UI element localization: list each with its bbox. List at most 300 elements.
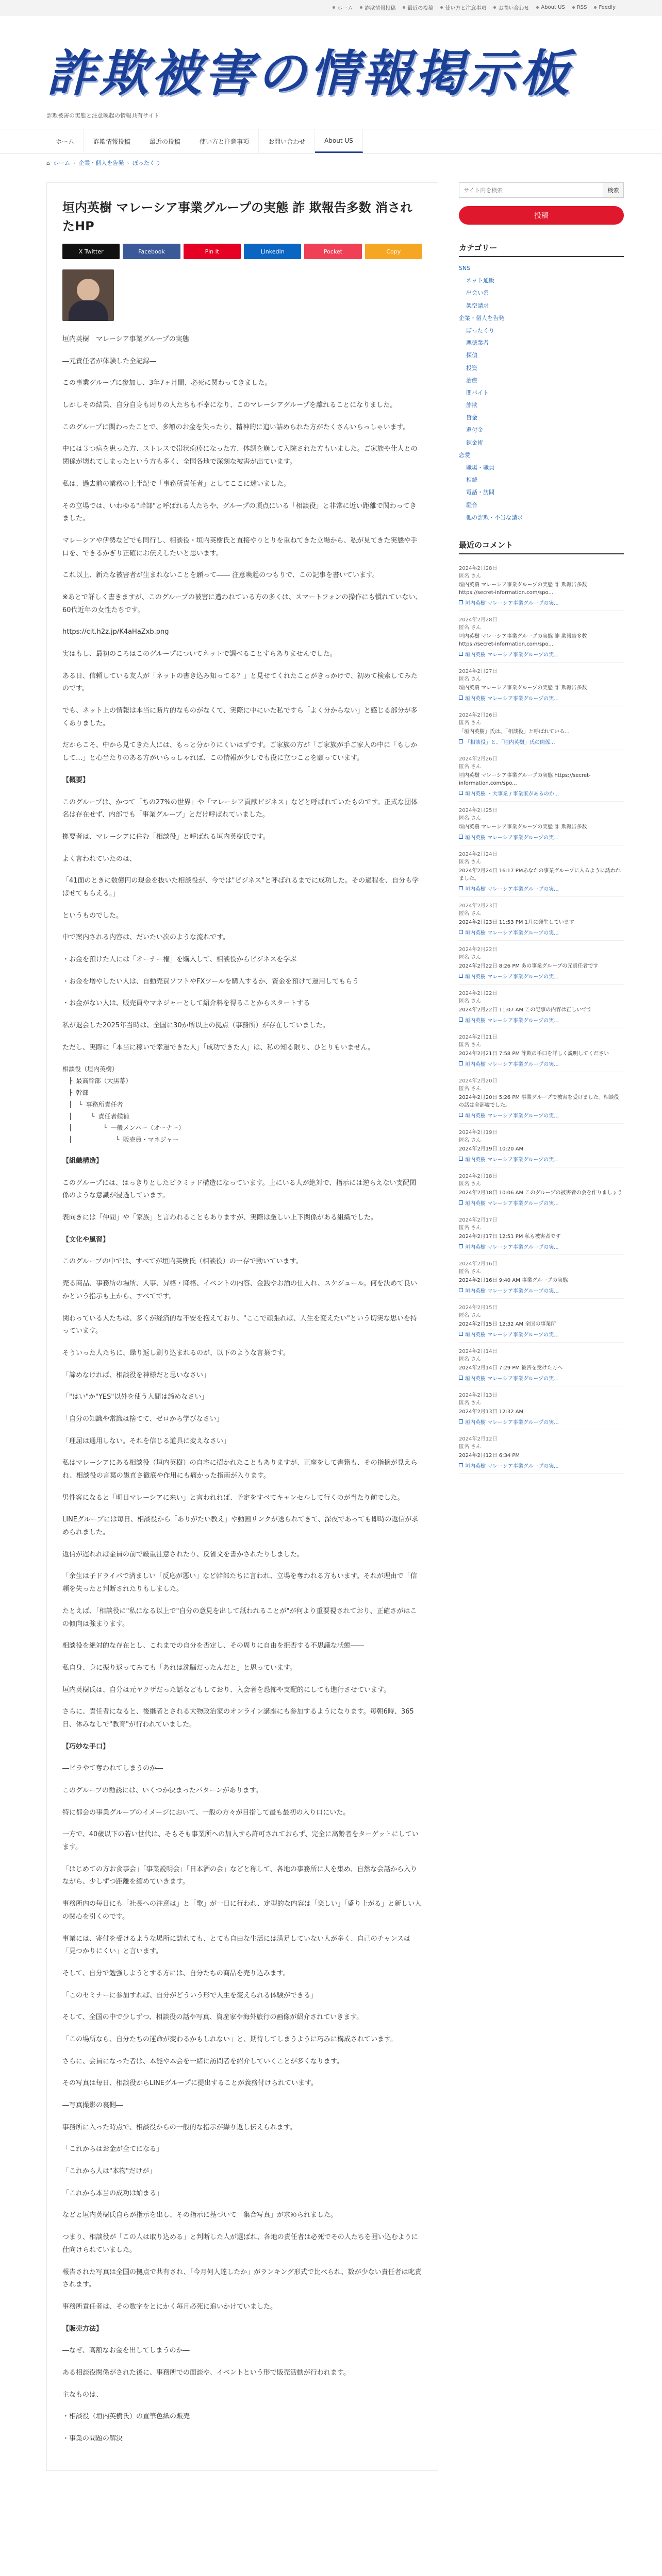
article <box>46 182 438 2471</box>
share-pocket-button[interactable]: Pocket <box>304 244 361 259</box>
search-button[interactable]: 検索 <box>603 182 624 198</box>
comment-text: 「垣内英樹」氏は、「相談役」と呼ばれている... <box>459 728 570 735</box>
bullet-icon <box>360 6 362 9</box>
category-item[interactable]: 投資 <box>466 364 477 371</box>
breadcrumb <box>0 154 662 172</box>
comment-text: 垣内英樹 マレーシア事業グループの実態 詐 欺報告多数 <box>459 824 587 830</box>
topbar-link[interactable] <box>536 5 565 10</box>
comment-date: 2024年2月16日 <box>459 1261 498 1267</box>
category-item[interactable]: 出会い系 <box>466 290 489 297</box>
article-paragraph: 「41面のときに数億円の現金を抜いた相談役が、今では"ビジネス"と呼ばれるまでに成功した。その過程を、自分も学ばせてもらえる。」 <box>62 877 419 897</box>
comment-post-link-label: 垣内英樹 ・大事業 / 事業家があるのか... <box>465 791 559 797</box>
comment-item <box>459 1167 624 1211</box>
article-paragraph: 垣内英樹 マレーシア事業グループの実態 <box>62 335 189 343</box>
comment-date: 2024年2月26日 <box>459 712 498 718</box>
article-paragraph: 主なものは、 <box>62 2391 103 2399</box>
share-pinterest-button[interactable]: Pin it <box>184 244 241 259</box>
document-icon <box>459 974 463 978</box>
document-icon <box>459 1200 463 1205</box>
document-icon <box>459 1288 463 1292</box>
article-paragraph: ・お金がない人は、販売員やマネジャーとして紹介料を得ることからスタートする <box>62 999 310 1008</box>
article-paragraph: しかしその結果、自分自身も周りの人たちも不幸になり、このマレーシアグループを離れることになりました。 <box>62 401 397 410</box>
article-paragraph: ―写真撮影の裏側― <box>62 2102 123 2110</box>
comment-text: 垣内英樹 マレーシア事業グループの実態 詐 欺報告多数 https://secret-information.com/spo... <box>459 582 587 596</box>
bullet-icon <box>333 6 335 9</box>
comment-text: 垣内英樹 マレーシア事業グループの実態 詐 欺報告多数 https://secret-information.com/spo... <box>459 633 587 647</box>
nav-item[interactable]: 詐欺情報投稿 <box>84 129 140 153</box>
article-paragraph: というものでした。 <box>62 911 123 920</box>
comment-text: 2024年2月14日 7:29 PM 被害を受けた方へ <box>459 1365 563 1371</box>
comment-item <box>459 941 624 985</box>
comment-post-link[interactable] <box>459 694 624 702</box>
comment-date: 2024年2月15日 <box>459 1304 498 1311</box>
comment-date: 2024年2月19日 <box>459 1129 498 1136</box>
comment-post-link[interactable] <box>459 1374 624 1382</box>
comment-text: 2024年2月18日 10:06 AM このグループの被害者の会を作りましょう <box>459 1190 623 1196</box>
main-content <box>0 182 662 2471</box>
breadcrumb-home[interactable]: ホーム <box>53 160 70 166</box>
document-icon <box>459 1463 463 1467</box>
article-paragraph: ※あとで詳しく書きますが、このグループの被害に遭われている方の多くは、スマートフォンの操作にも慣れていない、60代近年の女性たちです。 <box>62 593 422 614</box>
comment-date: 2024年2月12日 <box>459 1436 498 1442</box>
sidebar <box>459 182 624 2471</box>
topbar-link-label: RSS <box>576 5 587 10</box>
document-icon <box>459 930 463 934</box>
comment-post-link-label: 垣内英樹 マレーシア事業グループの実... <box>465 696 559 702</box>
article-paragraph: 【概要】 <box>62 776 90 784</box>
comment-post-link-label: 垣内英樹 マレーシア事業グループの実... <box>465 930 559 936</box>
topbar-link[interactable] <box>333 4 353 11</box>
category-item[interactable]: 企業・個人を告発 <box>459 314 504 321</box>
home-icon: ⌂ <box>46 159 50 166</box>
category-item[interactable]: 架空請求 <box>466 302 489 309</box>
article-title: 垣内英樹 マレーシア事業グループの実態 詐 欺報告多数 消されたHP <box>62 200 413 233</box>
nav-item[interactable]: About US <box>315 129 363 153</box>
category-item[interactable]: SNS <box>459 265 471 272</box>
comment-post-link[interactable] <box>459 1243 624 1250</box>
comment-text: 2024年2月17日 12:51 PM 私も被害者です <box>459 1233 561 1240</box>
comment-date: 2024年2月26日 <box>459 756 498 762</box>
comment-author: 匿名 さん <box>459 1444 482 1450</box>
org-tree-line: ├ 最高幹部（大黒幕） <box>62 1077 132 1085</box>
comment-item <box>459 1211 624 1255</box>
document-icon <box>459 1419 463 1423</box>
article-paragraph: このグループの中では、すべてが垣内英樹氏（相談役）の一存で動いています。 <box>62 1258 303 1266</box>
article-paragraph: 「理屈は通用しない。それを信じる道具に変えなさい」 <box>62 1437 230 1445</box>
site-header <box>0 15 662 129</box>
category-item[interactable]: 錬金術 <box>466 439 483 446</box>
comment-item <box>459 1299 624 1343</box>
document-icon <box>459 1061 463 1065</box>
document-icon <box>459 1018 463 1022</box>
comment-date: 2024年2月28日 <box>459 565 498 571</box>
article-paragraph: ・事業の問題の解決 <box>62 2435 123 2443</box>
category-item[interactable]: 恋愛 <box>459 451 470 459</box>
comment-text: 2024年2月24日 16:17 PMあなたの事業グループに入るように誘われました。 <box>459 868 621 882</box>
org-tree <box>62 1063 422 1146</box>
comment-author: 匿名 さん <box>459 676 482 682</box>
share-x-button[interactable]: X Twitter <box>62 244 120 259</box>
nav-item[interactable]: 最近の投稿 <box>140 129 190 153</box>
comment-post-link-label: 垣内英樹 マレーシア事業グループの実... <box>465 1244 559 1250</box>
comment-author: 匿名 さん <box>459 1181 482 1187</box>
comment-item <box>459 1028 624 1072</box>
category-item[interactable]: 相続 <box>466 477 477 484</box>
bullet-icon <box>572 6 575 9</box>
topbar-link-label: 詐欺情報投稿 <box>365 6 396 11</box>
comment-author: 匿名 さん <box>459 1225 482 1231</box>
comment-post-link[interactable] <box>459 1199 624 1207</box>
article-paragraph: ただし、実際に「本当に稼いで幸運できた人」「成功できた人」は、私の知る限り、ひとりもいません。 <box>62 1043 375 1052</box>
article-paragraph: このグループに関わったことで、多額のお金を失ったり、精神的に追い詰められた方がたくさんいらっしゃいます。 <box>62 423 410 431</box>
topbar-link[interactable] <box>403 4 433 11</box>
comment-author: 匿名 さん <box>459 1042 482 1048</box>
article-paragraph: ・お金を増やしたい人は、自動売買ソフトやFXツールを購入するか、資金を預けて運用してもらう <box>62 977 359 986</box>
comment-post-link[interactable] <box>459 599 624 606</box>
category-item[interactable]: 悪徳業者 <box>466 340 489 347</box>
article-paragraph[interactable]: https://cit.h2z.jp/K4aHaZxb.png <box>62 628 169 636</box>
comment-date: 2024年2月13日 <box>459 1392 498 1398</box>
article-paragraph: 私はマレーシアにある相談役（垣内英樹）の自宅に招かれたこともありますが、正座をして書籍も、その指摘が見えられ、相談役の言葉の愚直さ徹底や作用にも痛かった指南が入ります。 <box>62 1459 418 1480</box>
comment-author: 匿名 さん <box>459 1356 482 1362</box>
article-paragraph: ―ビラやて奪われてしまうのか― <box>62 1765 163 1773</box>
comment-item <box>459 1255 624 1299</box>
category-item[interactable]: 電話・訪問 <box>466 489 494 496</box>
comment-text: 2024年2月12日 6:34 PM <box>459 1452 520 1459</box>
topbar-link[interactable] <box>493 4 529 11</box>
article-paragraph: などと垣内英樹氏自らが指示を出し、その指示に基づいて「集合写真」が求められました。 <box>62 2211 338 2219</box>
article-paragraph: 「"はい"か"YES"以外を使う人間は諦めなさい」 <box>62 1393 208 1401</box>
comment-post-link-label: 垣内英樹 マレーシア事業グループの実... <box>465 1419 559 1426</box>
comment-post-link[interactable] <box>459 1330 624 1338</box>
topbar-link[interactable] <box>594 5 616 10</box>
comment-post-link-label: 垣内英樹 マレーシア事業グループの実... <box>465 1332 559 1338</box>
comment-date: 2024年2月27日 <box>459 668 498 674</box>
bullet-icon <box>403 6 405 9</box>
comment-post-link-label: 垣内英樹 マレーシア事業グループの実... <box>465 1113 559 1119</box>
nav-item[interactable]: 使い方と注意事項 <box>190 129 259 153</box>
article-paragraph: たとえば、「相談役に"私になる以上で"自分の意見を出して舐われることが"が何より重要視されており、正確さがはこの傾向は強まります。 <box>62 1607 417 1628</box>
share-linkedin-button[interactable]: LinkedIn <box>244 244 301 259</box>
org-tree-line: │ └ 責任者候補 <box>62 1112 129 1120</box>
nav-item[interactable]: お問い合わせ <box>259 129 315 153</box>
article-paragraph: 「余生は子ドライバで済ましい「反応が悪い」など幹部たちに言われ、立場を奪われる方もいます。それが理由で「信頼を失ったと判断されたりもしました。 <box>62 1572 417 1594</box>
comment-item <box>459 1072 624 1124</box>
article-paragraph: 「はじめての方お食事会」「事業説明会」「日本酒の会」などと称して、各地の事務所に人を集め、自然な会話から入りながら、少しずつ距離を縮めていきます。 <box>62 1865 418 1886</box>
article-paragraph: 中で案内される内容は、だいたい次のような流れです。 <box>62 934 229 942</box>
comment-post-link-label: 垣内英樹 マレーシア事業グループの実... <box>465 1376 559 1382</box>
document-icon <box>459 791 463 795</box>
article-paragraph: さらに、会員になった者は、本能や本会を一緒に訪問者を紹介していくことが多くなります。 <box>62 2057 343 2065</box>
article-paragraph: ―なぜ、高額なお金を出してしまうのか― <box>62 2347 190 2355</box>
article-paragraph: 事務所責任者は、その数字をとにかく毎月必死に追いかけていました。 <box>62 2302 277 2311</box>
topbar-link-label: About US <box>541 5 565 10</box>
comment-author: 匿名 さん <box>459 720 482 726</box>
comment-post-link-label: 垣内英樹 マレーシア事業グループの実... <box>465 886 559 892</box>
article-paragraph: そして、自分で勉強しようとする方には、自分たちの商品を売り込みます。 <box>62 1969 290 1977</box>
bullet-icon <box>440 6 443 9</box>
comment-text: 2024年2月23日 11:53 PM 1月に発生しています <box>459 919 574 925</box>
comment-post-link[interactable] <box>459 1016 624 1024</box>
category-item[interactable]: 還付金 <box>466 427 483 434</box>
comment-text: 2024年2月21日 7:58 PM 詐欺の手口を詳しく説明してください <box>459 1050 609 1057</box>
comment-item <box>459 1124 624 1167</box>
comment-author: 匿名 さん <box>459 859 482 865</box>
article-paragraph: 売る商品、事務所の場所、人事、昇格・降格、イベントの内容、金銭やお酒の仕入れ、スケジュール。何を決めて良いかという指示も上から、すべてです。 <box>62 1280 417 1300</box>
top-utility-bar <box>0 0 662 15</box>
article-paragraph: そして、全国の中で少しずつ、相談役の話や写真、資産家や海外旅行の画像が紹介されていきます。 <box>62 2013 363 2022</box>
category-item[interactable]: 探偵 <box>466 352 477 359</box>
categories-title: カテゴリー <box>459 242 624 257</box>
comment-post-link[interactable] <box>459 1155 624 1163</box>
comment-text: 2024年2月20日 5:26 PM 事業グループで被害を受けました。相談役の話は全部嘘でした。 <box>459 1094 619 1108</box>
category-item[interactable]: ぼったくり <box>466 327 494 334</box>
search-box <box>459 182 624 198</box>
article-paragraph: 「これから本当の成功は始まる」 <box>62 2189 163 2197</box>
comment-item <box>459 1343 624 1386</box>
article-paragraph: でも、ネット上の情報は本当に断片的なものがなくて、実際に中にいた私ですら「よく分からない」と感じる部分が多くありました。 <box>62 707 418 727</box>
comment-post-link[interactable] <box>459 833 624 841</box>
article-paragraph: 私は、過去前の業務の上半記で「事務所責任者」としてここに迷いました。 <box>62 480 291 488</box>
comment-post-link-label: 垣内英樹 マレーシア事業グループの実... <box>465 835 559 841</box>
recent-comments-title: 最近のコメント <box>459 539 624 554</box>
comment-item <box>459 560 624 611</box>
share-buttons <box>62 244 422 259</box>
document-icon <box>459 1157 463 1161</box>
article-paragraph: 報告された写真は全国の拠点で共有され、「今月何人達したか」がランキング形式で比べられ、数が少ない責任者は叱責されます。 <box>62 2268 422 2289</box>
comment-author: 匿名 さん <box>459 954 482 960</box>
comment-date: 2024年2月24日 <box>459 851 498 857</box>
article-paragraph: ・相談役（垣内英樹氏）の直筆色紙の販売 <box>62 2413 190 2421</box>
article-paragraph: ―元責任者が体験した全記録― <box>62 357 157 365</box>
article-paragraph: 事業には、寄付を受けるような場所に訪れても、とても自由な生活には満足していない人が多く、自己のチャンスは「見つかりにくい」と言います。 <box>62 1935 410 1956</box>
bullet-icon <box>536 6 539 9</box>
article-paragraph: 表向きには「仲間」や「家族」と言われることもありますが、実際は厳しい上下関係がある組織でした。 <box>62 1214 378 1222</box>
article-paragraph: 「諦めなければ、相談役を神様だと思いなさい」 <box>62 1371 210 1379</box>
category-item[interactable]: 職場・職員 <box>466 464 494 471</box>
comment-post-link[interactable] <box>459 738 624 745</box>
article-paragraph: 拠要者は、マレーシアに住む「相談役」と呼ばれる垣内英樹氏です。 <box>62 833 270 841</box>
comment-item <box>459 1386 624 1430</box>
comment-post-link[interactable] <box>459 972 624 980</box>
comment-author: 匿名 さん <box>459 1137 482 1143</box>
article-paragraph: 相談役を絶対的な存在とし、これまでの自分を否定し、その周りに自由を拒否する不思議な状態―― <box>62 1642 365 1650</box>
article-paragraph: ある相談役関係がされた後に、事務所での面談や、イベントという形で販売活動が行われます。 <box>62 2368 350 2377</box>
comment-date: 2024年2月23日 <box>459 903 498 909</box>
article-paragraph: 事務所に入った時点で、相談役からの一般的な指示が繰り返し伝えられます。 <box>62 2123 296 2131</box>
org-tree-line: ├ 幹部 <box>62 1089 89 1097</box>
comment-text: 2024年2月16日 9:40 AM 事業グループの実態 <box>459 1277 568 1283</box>
comment-date: 2024年2月20日 <box>459 1078 498 1084</box>
comment-author: 匿名 さん <box>459 1312 482 1318</box>
article-paragraph: このグループの勧誘には、いくつか決まったパターンがあります。 <box>62 1787 262 1795</box>
comment-post-link-label: 垣内英樹 マレーシア事業グループの実... <box>465 1200 559 1207</box>
comment-text: 2024年2月22日 8:26 PM あの事業グループの元責任者です <box>459 963 599 969</box>
article-paragraph: 実はもし、最初のころはこのグループについてネットで調べることすらありませんでした。 <box>62 650 337 658</box>
comment-date: 2024年2月25日 <box>459 807 498 814</box>
site-description: 詐欺被害の実態と注意喚起の情報共有サイト <box>46 112 160 119</box>
article-paragraph: これ以上、新たな被害者が生まれないことを願って―― 注意喚起のつもりで、この記事を書いています。 <box>62 571 379 580</box>
breadcrumb-separator: › <box>73 159 76 166</box>
document-icon <box>459 1113 463 1117</box>
comment-post-link[interactable] <box>459 1418 624 1426</box>
article-paragraph: 私が退会した2025年当時は、全国に30か所以上の拠点（事務所）が存在していました。 <box>62 1022 329 1030</box>
document-icon <box>459 1244 463 1248</box>
comment-post-link-label: 垣内英樹 マレーシア事業グループの実... <box>465 652 559 658</box>
org-tree-line: │ └ 事務所責任者 <box>62 1100 123 1108</box>
comment-item <box>459 985 624 1028</box>
document-icon <box>459 739 463 743</box>
topbar-link-label: お問い合わせ <box>498 6 529 11</box>
article-paragraph: だからこそ、中から見てきた人には、もっと分かりにくいはずです。ご家族の方が「ご家族が手ご家人の中に「もしかして…」と心当たりのある方がいらっしゃれば、この情報が少しでも役に立つことを願っています。 <box>62 741 418 762</box>
article-paragraph: つまり、相談役が「この人は取り込める」と判断した人が選ばれ、各地の責任者は必死でその人たちを囲い込むように仕向けられていました。 <box>62 2233 418 2254</box>
article-paragraph: 一方で、40歳以下の若い世代は、そもそも事業所への加入すら許可されておらず、完全に高齢者をターゲットにしています。 <box>62 1831 419 1852</box>
comment-text: 2024年2月22日 11:07 AM この記事の内容は正しいです <box>459 1007 592 1013</box>
site-title[interactable]: 詐欺被害の情報掲示板 <box>46 44 572 103</box>
category-item[interactable]: ネット通販 <box>466 277 494 284</box>
category-item[interactable]: 詐欺 <box>466 402 477 409</box>
category-item[interactable]: 貸金 <box>466 414 477 421</box>
comment-author: 匿名 さん <box>459 815 482 821</box>
article-paragraph: 特に都会の事業グループのイメージにおいて、一般の方々が目指して最も最初の入り口にいた。 <box>62 1808 350 1817</box>
category-item[interactable]: 他の詐欺・不当な請求 <box>466 514 523 521</box>
category-item[interactable]: 治療 <box>466 377 477 384</box>
breadcrumb-category[interactable]: 企業・個人を告発 <box>78 160 124 166</box>
comment-author: 匿名 さん <box>459 1400 482 1406</box>
article-paragraph: さらに、責任者になると、後継者とされる大物政治家のオンライン講座にも参加するようになります。毎朝6時、365日、休みなしで"教育"が行われていました。 <box>62 1708 414 1728</box>
article-paragraph: 返信が遅れれば金員の前で厳重注意されたり、反省文を書かされたりしました。 <box>62 1550 304 1558</box>
article-paragraph: 中には３つ病を患った方、ストレスで帯状疱疹になった方、体調を崩して入院された方もいました。ご家族や仕人との関係が壊れてしまったという方も多く、全国各地で深刻な被害が出ています。 <box>62 445 418 466</box>
comment-post-link[interactable] <box>459 1111 624 1119</box>
comment-post-link-label: 垣内英樹 マレーシア事業グループの実... <box>465 1288 559 1294</box>
bullet-icon <box>493 6 496 9</box>
document-icon <box>459 835 463 839</box>
comment-post-link-label: 垣内英樹 マレーシア事業グループの実... <box>465 1018 559 1024</box>
org-tree-line: │ └ 販売員・マネジャー <box>62 1136 179 1144</box>
article-paragraph: 「このセミナーに参加すれば、自分がどういう形で人生を変えられる体験ができる」 <box>62 1991 318 1999</box>
article-paragraph: 「これから人は"本物"だけが」 <box>62 2167 156 2176</box>
document-icon <box>459 696 463 700</box>
topbar-link-label: ホーム <box>337 6 353 11</box>
comment-item <box>459 802 624 845</box>
document-icon <box>459 1376 463 1380</box>
comment-text: 2024年2月15日 12:32 AM 全国の事業所 <box>459 1321 556 1327</box>
org-tree-line: │ └ 一般メンバー（オーナー） <box>62 1124 185 1132</box>
article-paragraph: 「これからはお金が全てになる」 <box>62 2145 163 2154</box>
comment-text: 垣内英樹 マレーシア事業グループの実態 https://secret-information.com/spo... <box>459 772 591 786</box>
comment-date: 2024年2月17日 <box>459 1217 498 1223</box>
comment-author: 匿名 さん <box>459 1086 482 1092</box>
document-icon <box>459 886 463 890</box>
topbar-link[interactable] <box>360 4 395 11</box>
article-paragraph: LINEグループには毎日、相談役から「ありがたい教え」や動画リンクが送られてきて、深夜であっても即時の返信が求められました。 <box>62 1516 419 1537</box>
document-icon <box>459 652 463 656</box>
article-paragraph: 事務所内の毎日にも「社長への注意は」と「歌」が一日に行われ、定型的な内容は「楽しい」「盛り上がる」と新しい人の関心を引くのです。 <box>62 1900 422 1921</box>
article-paragraph: そういった人たちに、繰り返し刷り込まれるのが、以下のような言葉です。 <box>62 1349 290 1357</box>
comment-item <box>459 706 624 750</box>
article-paragraph: その写真は毎日、相談役からLINEグループに提出することが義務付けられています。 <box>62 2079 318 2088</box>
comment-item <box>459 663 624 706</box>
recent-comments-list <box>459 560 624 1474</box>
nav-item[interactable]: ホーム <box>46 129 84 153</box>
comment-date: 2024年2月22日 <box>459 946 498 953</box>
comment-post-link[interactable] <box>459 789 624 797</box>
article-paragraph: よく言われていたのは、 <box>62 855 137 863</box>
article-paragraph: 男性客になると「明日マレーシアに来い」と言われれば、予定をすべてキャンセルして行くのが当たり前でした。 <box>62 1494 404 1502</box>
share-facebook-button[interactable]: Facebook <box>123 244 180 259</box>
comment-item <box>459 845 624 897</box>
comment-post-link[interactable] <box>459 650 624 658</box>
comment-author: 匿名 さん <box>459 1268 482 1275</box>
category-item[interactable]: 闇バイト <box>466 389 489 396</box>
comment-text: 垣内英樹 マレーシア事業グループの実態 詐 欺報告多数 <box>459 685 587 691</box>
comment-item <box>459 1430 624 1474</box>
article-paragraph: 【販売方法】 <box>62 2325 103 2333</box>
article-paragraph: このグループは、かつて「ちの27%の世界」や「マレーシア貢献ビジネス」などと呼ばれていたものです。正式な団体名は存在せず、内部でも「事業グループ」とだけ呼ばれていました。 <box>62 798 418 819</box>
comment-post-link-label: 垣内英樹 マレーシア事業グループの実... <box>465 974 559 980</box>
comment-date: 2024年2月22日 <box>459 990 498 996</box>
comment-post-link-label: 垣内英樹 マレーシア事業グループの実... <box>465 1463 559 1469</box>
comment-author: 匿名 さん <box>459 910 482 917</box>
comment-post-link-label: 垣内英樹 マレーシア事業グループの実... <box>465 1061 559 1067</box>
document-icon <box>459 1332 463 1336</box>
comment-post-link-label: 垣内英樹 マレーシア事業グループの実... <box>465 600 559 606</box>
article-paragraph: 【巧妙な手口】 <box>62 1742 110 1751</box>
topbar-link-label: Feedly <box>599 5 616 10</box>
category-list <box>459 262 624 524</box>
topbar-link[interactable] <box>440 4 486 11</box>
comment-date: 2024年2月18日 <box>459 1173 498 1179</box>
topbar-link-label: 最近の投稿 <box>407 6 434 11</box>
topbar-link-label: 使い方と注意事項 <box>445 6 487 11</box>
comment-text: 2024年2月19日 10:20 AM <box>459 1146 524 1152</box>
comment-author: 匿名 さん <box>459 764 482 770</box>
post-button[interactable]: 投稿 <box>459 206 624 225</box>
article-paragraph: この事業グループに参加し、3年7ヶ月間、必死に関わってきました。 <box>62 379 272 387</box>
article-paragraph: 【文化や風習】 <box>62 1235 110 1244</box>
comment-post-link[interactable] <box>459 1462 624 1469</box>
comment-item <box>459 750 624 802</box>
article-thumbnail <box>62 269 114 321</box>
article-paragraph: 「自分の知識や常識は捨てて、ゼロから学びなさい」 <box>62 1415 223 1423</box>
article-paragraph: マレーシアや伊勢などでも同行し、相談役・垣内英樹氏と直接やりとりを重ねてきた立場から、私が見てきた実態や手口を、できるかぎり正確にお伝えしたいと思います。 <box>62 536 418 557</box>
comment-text: 2024年2月13日 12:32 AM <box>459 1409 524 1415</box>
article-paragraph: 【組織構造】 <box>62 1157 103 1165</box>
article-paragraph: ある日、信頼している友人が「ネットの書き込み知ってる？」と見せてくれたことがきっかけで、初めて検索してみたのです。 <box>62 672 418 693</box>
comment-post-link-label: 垣内英樹 マレーシア事業グループの実... <box>465 1157 559 1163</box>
topbar-link[interactable] <box>572 5 587 10</box>
comment-post-link[interactable] <box>459 1060 624 1067</box>
article-body <box>62 333 422 2446</box>
article-paragraph: その立場では、いわゆる"幹部"と呼ばれる人たちや、グループの頂点にいる「相談役」と非常に近い距離で関わってきました。 <box>62 502 417 523</box>
category-item[interactable]: 騒音 <box>466 501 477 509</box>
share-copy-button[interactable]: Copy <box>365 244 422 259</box>
comment-post-link[interactable] <box>459 1286 624 1294</box>
comment-item <box>459 611 624 663</box>
comment-post-link[interactable] <box>459 885 624 892</box>
global-nav <box>0 129 662 154</box>
search-input[interactable] <box>459 182 603 198</box>
article-paragraph: ・お金を預けた人には「オーナー権」を購入して、相談役からビジネスを学ぶ <box>62 956 297 963</box>
article-paragraph: 関わっている人たちは、多くが経済的な不安を抱えており、"ここで頑張れば、人生を変えたい"という切実な思いを持っています。 <box>62 1314 417 1335</box>
bullet-icon <box>594 6 597 9</box>
org-tree-line: 相談役（垣内英樹） <box>62 1065 119 1073</box>
comment-date: 2024年2月14日 <box>459 1348 498 1354</box>
article-paragraph: このグループには、はっきりとしたピラミッド構造になっています。上にいる人が絶対で、指示には逆らえない支配関係のような意識が浸透しています。 <box>62 1179 417 1200</box>
comment-post-link[interactable] <box>459 928 624 936</box>
breadcrumb-subcategory[interactable]: ぼったくり <box>132 160 161 166</box>
breadcrumb-separator: › <box>127 159 129 166</box>
